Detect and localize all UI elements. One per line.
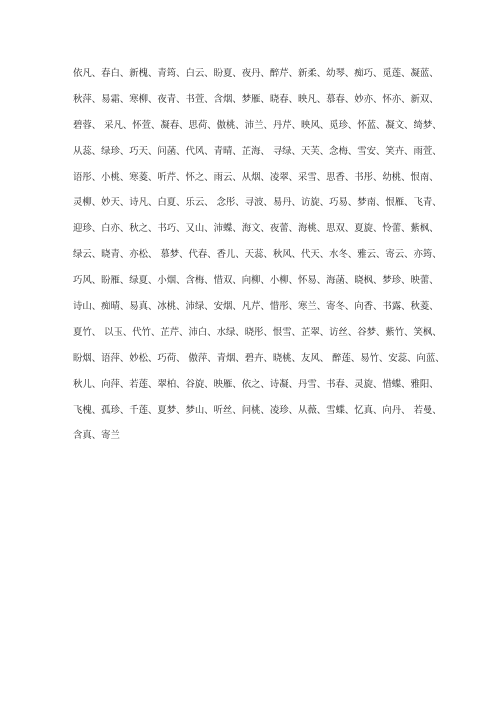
text-line: 秋儿、向萍、若莲、翠柏、谷旋、映雁、依之、诗凝、丹雪、书春、灵旋、惜蝶、雅阳、 <box>73 378 439 390</box>
text-line: 语彤、小桃、寒菱、听芹、怀之、雨云、从烟、凌翠、采雪、思香、书彤、幼桃、恨南、 <box>73 171 439 183</box>
text-line: 迎珍、白亦、秋之、书巧、又山、沛蝶、海文、夜蕾、海桃、思双、夏旋、怜蕾、紫枫、 <box>73 223 439 235</box>
name-list <box>73 66 445 454</box>
text-line: 秋萍、易霜、寒柳、夜青、书萱、含烟、梦雁、晓春、映凡、慕春、妙亦、怀亦、新双、 <box>73 93 439 105</box>
text-line: 盼烟、语萍、妙松、巧荷、 傲萍、青烟、碧卉、晓桃、友风、 醉莲、易竹、安蕊、向蓝、 <box>73 352 445 364</box>
text-line: 含真、寄兰 <box>73 430 120 442</box>
text-line: 灵柳、妙天、诗凡、白夏、乐云、 念彤、寻波、易丹、访旋、巧易、梦南、恨雁、飞青、 <box>73 197 442 209</box>
text-line: 诗山、痴晴、易真、冰桃、沛绿、安烟、凡芹、惜彤、寒兰、寄冬、向香、书露、秋菱、 <box>73 301 439 313</box>
text-line: 夏竹、 以玉、代竹、芷芹、沛白、水绿、晓彤、恨雪、芷翠、访丝、谷梦、紫竹、笑枫、 <box>73 326 442 338</box>
text-line: 从蕊、绿珍、巧天、问菡、代风、青晴、芷海、 寻绿、天芙、念梅、雪安、笑卉、雨萱、 <box>73 145 442 157</box>
text-line: 绿云、晓青、亦松、 慕梦、代春、香儿、天蕊、秋风、代天、水冬、雅云、寄云、亦筠、 <box>73 249 442 261</box>
text-line: 巧风、盼雁、绿夏、小烟、含梅、惜双、向柳、小柳、怀易、海菡、晓枫、梦珍、映蕾、 <box>73 275 439 287</box>
text-line: 依凡、春白、新槐、青筠、白云、盼夏、夜丹、醉芹、新柔、幼琴、痴巧、觅莲、凝蓝、 <box>73 68 439 79</box>
text-line: 碧蓉、 采凡、怀萱、凝春、思荷、傲桃、沛兰、丹芹、映风、觅珍、怀蓝、凝文、绮梦、 <box>73 119 442 131</box>
text-line: 飞槐、孤珍、千莲、夏梦、梦山、听丝、问桃、凌珍、从薇、雪蝶、忆真、向丹、 若曼、 <box>73 404 442 416</box>
